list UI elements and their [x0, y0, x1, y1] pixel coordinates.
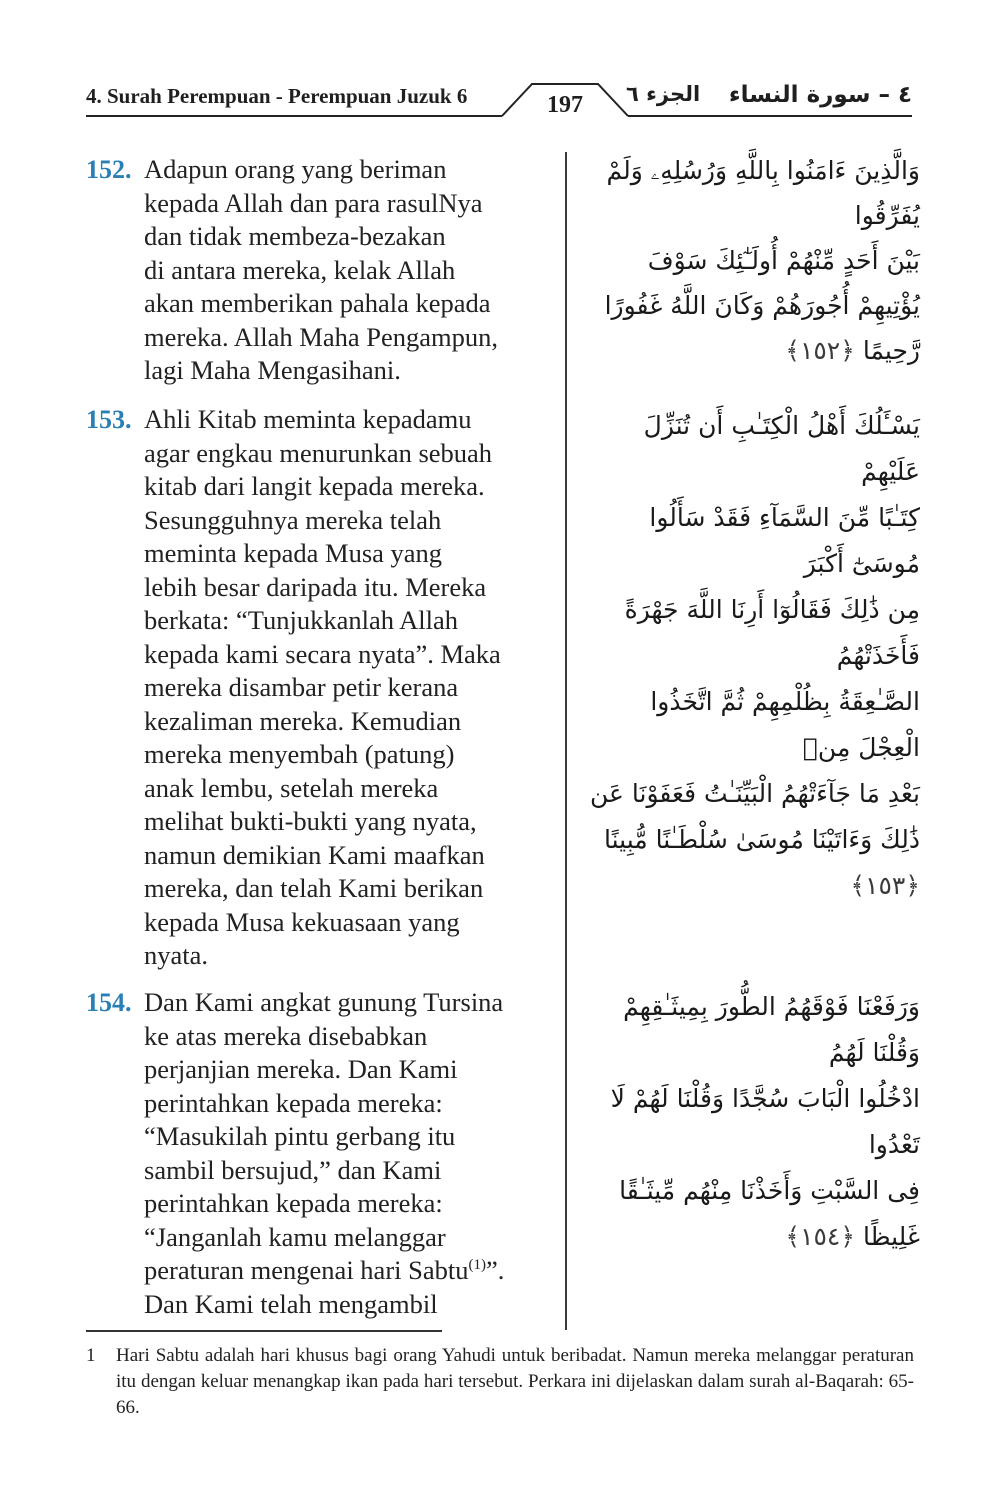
verse-number: 153. [86, 405, 132, 434]
footnote-number: 1 [86, 1345, 96, 1366]
footnote-rule [86, 1330, 442, 1332]
verse-number: 152. [86, 155, 132, 184]
verse-end-mark: ﴿١٥٢﴾ [785, 336, 855, 365]
verse-text [144, 986, 556, 1321]
verse-154-arabic [590, 984, 920, 1260]
page-number: 197 [547, 92, 583, 118]
verse-text-part: ”. Dan Kami telah mengambil [144, 1255, 505, 1319]
verse-154-translation [86, 986, 556, 1321]
arabic-text: يَسْـَٔلُكَ أَهْلُ الْكِتَـٰبِ أَن تُنَزِّلَ عَلَيْهِمْ كِتَـٰبًا مِّنَ السَّمَآءِ فَقَدْ سَأَلُوا مُوسَىٰٓ أَكْبَرَ مِن ذَٰلِكَ فَقَالُوٓا أَرِنَا اللَّهَ جَهْرَةً فَأَخَذَتْهُمُ الصَّـٰعِقَةُ بِظُلْمِهِمْ ثُمَّ اتَّخَذُوا الْعِجْلَ مِنۢ بَعْدِ مَا جَآءَتْهُمُ الْبَيِّنَـٰتُ فَعَفَوْنَا عَن ذَٰلِكَ وَءَاتَيْنَا مُوسَىٰ سُلْطَـٰنًا مُّبِينًا [590, 411, 920, 854]
column-divider [565, 152, 567, 1330]
verse-number: 154. [86, 988, 132, 1017]
verse-text: Adapun orang yang beriman kepada Allah dan para rasulNya dan tidak membeza-bezakan di antara mereka, kelak Allah akan memberikan pahala kepada mereka. Allah Maha Pengampun, lagi Maha Mengasihani. [144, 154, 498, 385]
arabic-text: وَرَفَعْنَا فَوْقَهُمُ الطُّورَ بِمِيثَـٰقِهِمْ وَقُلْنَا لَهُمُ ادْخُلُوا الْبَابَ سُجَّدًا وَقُلْنَا لَهُمْ لَا تَعْدُوا فِى السَّبْتِ وَأَخَذْنَا مِنْهُم مِّيثَـٰقًا غَلِيظًا [610, 992, 920, 1251]
arabic-text: وَالَّذِينَ ءَامَنُوا بِاللَّهِ وَرُسُلِهِۦ وَلَمْ يُفَرِّقُوا بَيْنَ أَحَدٍ مِّنْهُمْ أُولَـٰٓئِكَ سَوْفَ يُؤْتِيهِمْ أُجُورَهُمْ وَكَانَ اللَّهُ غَفُورًا رَّحِيمًا [604, 156, 920, 365]
footnote [86, 1343, 914, 1421]
verse-153-arabic [590, 403, 920, 909]
verse-text-part: Dan Kami angkat gunung Tursina ke atas mereka disebabkan perjanjian mereka. Dan Kami perintahkan kepada mereka: “Masukilah pintu gerbang itu sambil bersujud,” dan Kami perintahkan kepada mereka: “Janganlah kamu melanggar peraturan mengenai hari Sabtu [144, 987, 504, 1285]
surah-title-arabic: ٤ – سورة النساء [728, 82, 912, 108]
footnote-text: Hari Sabtu adalah hari khusus bagi orang Yahudi untuk beribadat. Namun mereka melanggar peraturan itu dengan keluar menangkap ikan pada hari tersebut. Perkara ini dijelaskan dalam surah al-Baqarah: 65-66. [116, 1345, 914, 1418]
verse-152-arabic [590, 148, 920, 373]
verse-end-mark: ﴿١٥٣﴾ [850, 871, 920, 900]
juz-title-arabic: الجزء ٦ [626, 82, 701, 106]
verse-end-mark: ﴿١٥٤﴾ [785, 1222, 856, 1251]
verse-text: Ahli Kitab meminta kepadamu agar engkau menurunkan sebuah kitab dari langit kepada mereka. Sesungguhnya mereka telah meminta kepada Musa yang lebih besar daripada itu. Mereka berkata: “Tunjukkanlah Allah kepada kami secara nyata”. Maka mereka disambar petir kerana kezaliman mereka. Kemudian mereka menyembah (patung) anak lembu, setelah mereka melihat bukti-bukti yang nyata, namun demikian Kami maafkan mereka, dan telah Kami berikan kepada Musa kekuasaan yang nyata. [144, 404, 501, 970]
footnote-reference[interactable]: (1) [468, 1257, 486, 1274]
verse-153-translation [86, 403, 556, 973]
verse-152-translation [86, 153, 556, 388]
surah-title-latin: 4. Surah Perempuan - Perempuan Juzuk 6 [86, 84, 468, 108]
page-header [86, 72, 912, 132]
